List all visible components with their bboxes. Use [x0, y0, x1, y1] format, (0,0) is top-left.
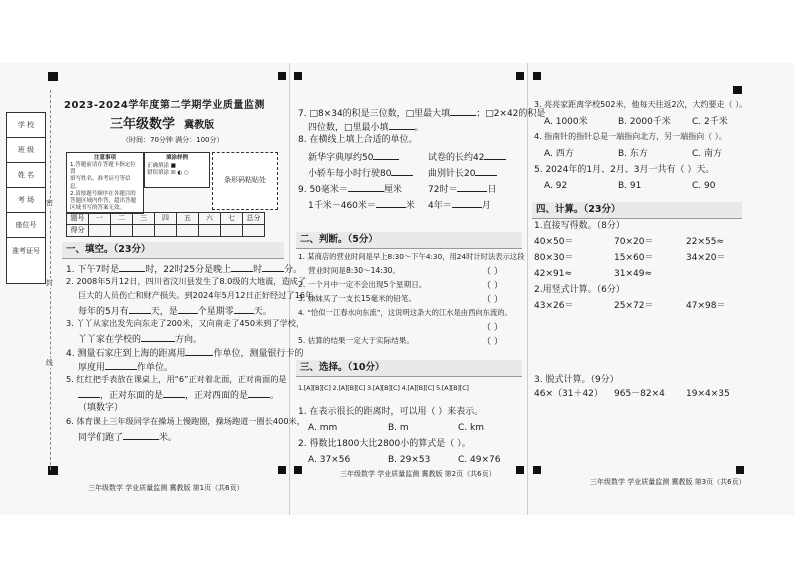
score-header-cell: 题号: [67, 213, 89, 225]
subsection-title: 3. 脱式计算。（9分）: [534, 375, 619, 385]
registration-mark: [48, 72, 58, 81]
score-header-cell: 六: [199, 213, 221, 225]
choice-option: B. 91: [618, 181, 642, 191]
question-8-item: 小轿车每小时行驶80: [308, 166, 413, 180]
question-4-line-1: 4. 测量石家庄到上海的距离用 作单位，测量银行卡的: [66, 346, 303, 360]
choice-1: 1. 在表示很长的距离时，可以用（ ）来表示。: [298, 407, 484, 417]
answer-blank[interactable]: [178, 304, 198, 314]
question-9-item: 72时＝ 日: [428, 182, 496, 196]
binding-field[interactable]: 学 校: [7, 113, 45, 138]
section-title: 四、计算。（23分）: [536, 204, 621, 215]
choice-5: 5. 2024年的1月、2月、3月一共有（ ）天。: [534, 165, 715, 175]
score-header-cell: 二: [111, 213, 133, 225]
score-cell[interactable]: [89, 225, 111, 237]
judge-1-line-1: 1. 某商店的营业时间是早上8:30～下午4:30，用24时计时法表示这段: [298, 252, 525, 261]
registration-mark: [733, 86, 742, 94]
answer-blank[interactable]: [262, 262, 284, 272]
seal-line-label: 封: [46, 279, 53, 287]
answer-blank[interactable]: [376, 198, 406, 208]
oral-item: 40×50＝: [534, 237, 574, 247]
section-title: 一、填空。（23分）: [66, 244, 151, 255]
choice-option: B. 东方: [618, 149, 648, 159]
score-table: [66, 212, 265, 237]
judge-1-line-2: 营业时间是8:30～14:30。: [308, 266, 401, 275]
binding-field[interactable]: 考 场: [7, 188, 45, 213]
subsection-title: 1.直接写得数。（8分）: [534, 221, 625, 231]
score-cell[interactable]: [177, 225, 199, 237]
question-5-line-1: 5. 红红把手表放在课桌上，用“6”正对着北面，正对南面的是: [66, 374, 287, 384]
question-3-line-1: 3. 丫丫从家出发先向东走了200米，又向南走了450米到了学校，: [66, 318, 305, 328]
choice-2: 2. 得数比1800大比2800小的算式是（ ）。: [298, 439, 471, 449]
score-header-cell: 七: [221, 213, 243, 225]
answer-blank[interactable]: [185, 346, 213, 356]
binding-info-strip: [6, 112, 46, 284]
choice-3: 3. 亮亮家距离学校502米，他每天往返2次，大约要走（ ）。: [534, 100, 748, 109]
choice-option: A. 1000米: [544, 117, 588, 127]
registration-mark: [278, 72, 286, 80]
judge-2: 2. 一个月中一定不会出现5个星期日。: [298, 280, 427, 289]
choice-option: A. 37×56: [308, 455, 351, 465]
question-1: 1. 下午7时是 时，22时25分是晚上 时 分。: [66, 262, 302, 276]
page-fold: [289, 63, 290, 515]
oral-item: 70×20＝: [614, 237, 654, 247]
judge-answer-box[interactable]: （ ）: [482, 337, 503, 347]
answer-blank[interactable]: [248, 388, 270, 398]
oral-item: 22×55≈: [686, 237, 724, 247]
score-cell[interactable]: [155, 225, 177, 237]
score-header-cell: 总分: [243, 213, 265, 225]
step-item: 965－82×4: [614, 389, 665, 399]
question-9-item: 9. 50毫米＝ 厘米: [298, 182, 402, 196]
answer-blank[interactable]: [78, 388, 100, 398]
answer-blank[interactable]: [457, 182, 487, 192]
answer-blank[interactable]: [163, 388, 185, 398]
binding-field[interactable]: 班 级: [7, 138, 45, 163]
page-footer: 三年级数学 学业质量监测 冀教版 第1页（共6页）: [88, 484, 244, 492]
oral-item: 31×49≈: [614, 269, 652, 279]
registration-mark: [516, 72, 524, 80]
choice-option: A. 92: [544, 181, 568, 191]
page-fold: [527, 63, 528, 515]
registration-mark: [533, 72, 541, 80]
choice-option: B. 2000千米: [618, 117, 671, 127]
choice-option: A. 西方: [544, 149, 574, 159]
oral-item: 34×20＝: [686, 253, 726, 263]
question-2-line-1: 2. 2008年5月12日，四川省汶川县发生了8.0级的大地震，造成了: [66, 276, 307, 286]
barcode-area: 条形码粘贴处: [212, 152, 278, 210]
choice-4: 4. 指南针的指针总是一端指向北方，另一端指向（ ）。: [534, 132, 727, 141]
score-cell[interactable]: [243, 225, 265, 237]
question-9-item: 1千米－460米＝ 米: [308, 198, 415, 212]
question-8-title: 8. 在横线上填上合适的单位。: [298, 135, 418, 145]
fill-legend-box: 填涂样例 正确填涂 ■ 错误填涂 ☒ ◐ ○: [144, 152, 210, 188]
vertical-item: 43×26＝: [534, 301, 574, 311]
answer-blank[interactable]: [348, 182, 384, 192]
binding-field[interactable]: 座位号: [7, 213, 45, 238]
question-2-line-3: 每年的5月有 天，是 个星期零 天。: [78, 304, 272, 318]
choice-option: C. 49×76: [458, 455, 501, 465]
registration-mark: [533, 466, 541, 474]
answer-blank[interactable]: [141, 332, 175, 342]
question-7-line-2: 四位数，□里最小填 。: [308, 120, 424, 134]
answer-blank[interactable]: [119, 262, 145, 272]
choice-option: C. 2千米: [692, 117, 728, 127]
answer-blank[interactable]: [391, 166, 413, 176]
judge-5: 5. 估算的结果一定大于实际结果。: [298, 336, 414, 345]
answer-blank[interactable]: [389, 120, 415, 130]
answer-blank[interactable]: [373, 150, 399, 160]
page-footer: 三年级数学 学业质量监测 冀教版 第3页（共6页）: [590, 478, 746, 486]
answer-blank[interactable]: [123, 430, 159, 440]
score-row-label: 得分: [67, 225, 89, 237]
notice-box: 注意事项 1.答题前请在答题卡指定位置 填写姓名、准考证号等信息。 2.请按题号顺序在各题目的 答题区域内作答，超出答题 区域书写的答案无效。: [66, 152, 144, 214]
answer-blank[interactable]: [475, 166, 497, 176]
answer-blank[interactable]: [231, 262, 253, 272]
answer-blank[interactable]: [129, 304, 151, 314]
section-title: 二、判断。（5分）: [300, 234, 378, 245]
choice-answer-row[interactable]: 1.[A][B][C] 2.[A][B][C] 3.[A][B][C] 4.[A][B][C] 5.[A][B][C]: [298, 384, 469, 392]
answer-blank[interactable]: [105, 360, 137, 370]
exam-info: （时间：70分钟 满分：100分）: [122, 136, 224, 144]
judge-4: 4. “恰似一江春水向东流”，这说明这条大的江水是由西向东流的。: [298, 308, 512, 317]
subsection-title: 2.用竖式计算。（6分）: [534, 285, 625, 295]
judge-answer-box[interactable]: （ ）: [482, 323, 503, 333]
step-item: 46×（31＋42）: [534, 389, 603, 399]
vertical-item: 25×72＝: [614, 301, 654, 311]
choice-option: B. 29×53: [388, 455, 431, 465]
choice-option: B. m: [388, 423, 409, 433]
question-5-line-2: ，正对东面的是 ，正对西面的是 。: [78, 388, 279, 402]
score-header-cell: 一: [89, 213, 111, 225]
vertical-item: 47×98＝: [686, 301, 726, 311]
answer-blank[interactable]: [484, 150, 506, 160]
score-cell[interactable]: [199, 225, 221, 237]
answer-blank[interactable]: [450, 106, 476, 116]
step-item: 19×4×35: [686, 389, 730, 399]
question-5-hint: （填数字）: [78, 403, 124, 413]
score-cell[interactable]: [221, 225, 243, 237]
judge-answer-box[interactable]: （ ）: [482, 267, 503, 277]
question-6-line-2: 同学们跑了 米。: [78, 430, 177, 444]
score-header-cell: 三: [133, 213, 155, 225]
choice-option: C. 南方: [692, 149, 723, 159]
seal-line-label: 线: [46, 359, 53, 367]
judge-answer-box[interactable]: （ ）: [482, 295, 503, 305]
score-header-cell: 五: [177, 213, 199, 225]
oral-item: 15×60＝: [614, 253, 654, 263]
score-cell[interactable]: [111, 225, 133, 237]
registration-mark: [736, 466, 744, 474]
answer-blank[interactable]: [234, 304, 254, 314]
section-title: 三、选择。（10分）: [300, 362, 385, 373]
answer-blank[interactable]: [452, 198, 482, 208]
question-7-line-1: 7. □8×34的积是三位数，□里最大填 ；□2×42的积是: [298, 106, 545, 120]
oral-item: 80×30＝: [534, 253, 574, 263]
exam-title: 2023-2024学年度第二学期学业质量监测: [64, 100, 265, 111]
question-8-item: 试卷的长约42: [428, 150, 506, 164]
question-8-item: 新华字典厚约50: [308, 150, 399, 164]
subject-title: 三年级数学 冀教版: [110, 117, 215, 132]
question-9-item: 4年＝ 月: [428, 198, 491, 212]
choice-option: A. mm: [308, 423, 338, 433]
registration-mark: [294, 72, 302, 80]
question-2-line-2: 巨大的人员伤亡和财产损失。到2024年5月12日正好经过了16年，: [78, 290, 322, 300]
choice-option: C. 90: [692, 181, 716, 191]
question-3-line-2: 丫丫家在学校的 方向。: [78, 332, 202, 346]
question-4-line-2: 厚度用 作单位。: [78, 360, 173, 374]
choice-option: C. km: [458, 423, 484, 433]
oral-item: 42×91≈: [534, 269, 572, 279]
registration-mark: [294, 466, 302, 474]
seal-line-label: 密: [46, 199, 53, 207]
registration-mark: [516, 466, 524, 474]
binding-field[interactable]: 姓 名: [7, 163, 45, 188]
page-footer: 三年级数学 学业质量监测 冀教版 第2页（共6页）: [340, 470, 496, 478]
binding-field[interactable]: 准考证号: [12, 247, 40, 255]
score-header-cell: 四: [155, 213, 177, 225]
question-8-item: 曲别针长20: [428, 166, 497, 180]
question-6-line-1: 6. 体育课上三年级同学在操场上慢跑圈，操场跑道一圈长400米，: [66, 416, 305, 426]
judge-answer-box[interactable]: （ ）: [482, 281, 503, 291]
registration-mark: [278, 466, 286, 474]
judge-3: 3. 妹妹买了一支长15毫米的铅笔。: [298, 294, 417, 303]
score-cell[interactable]: [133, 225, 155, 237]
